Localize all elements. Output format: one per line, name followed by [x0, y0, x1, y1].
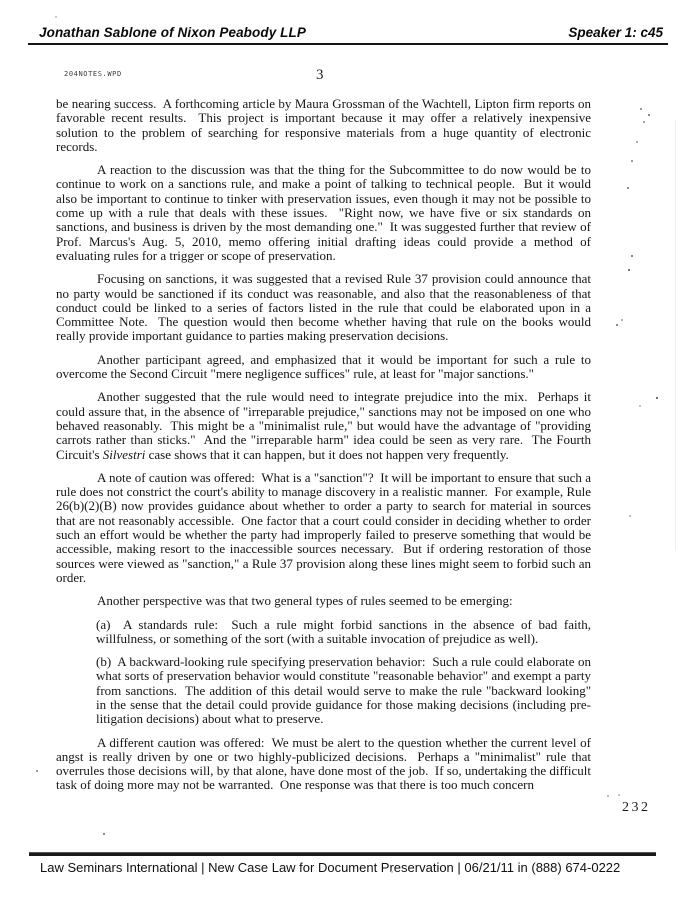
header-speaker: Speaker 1: c45 [568, 25, 663, 40]
page-number-bottom: 232 [622, 800, 651, 815]
paragraph-5-segment: Another suggested that the rule would need to integrate prejudice into the mix. Perhaps it could assure that, in the absence of "irreparable prejudice," sanctions may not be imposed on one who behaved reasonably. This might be a "minimalist rule," but would have the advantage of "providing carrots rather than sticks." And the "irreparable harm" idea could be seen as very rare. The Fourth Circuit's [56, 389, 595, 462]
footer-rule [29, 852, 656, 856]
paragraph-1: be nearing success. A forthcoming article by Maura Grossman of the Wachtell, Lipton firm reports on favorable recent results. This project is important because it may offer a relatively inexpensive solution to the problem of searching for responsive materials from a huge quantity of electronic records. [56, 96, 595, 154]
paragraph-4: Another participant agreed, and emphasized that it would be important for such a rule to overcome the Second Circuit "mere negligence suffices" rule, at least for "major sanctions." [56, 351, 595, 382]
file-label: 204NOTES.WPD [64, 70, 122, 78]
paragraph-2: A reaction to the discussion was that the thing for the Subcommittee to do now would be to continue to work on a sanctions rule, and make a point of talking to technical people. But it would also be important to continue to tinker with preservation issues, even though it may not be possible to come up with a rule that deals with these issues. "Right now, we have five or six standards on sanctions, and business is driven by the most demanding one." It was suggested further that review of Prof. Marcus's Aug. 5, 2010, memo offering initial drafting ideas could provide a method of evaluating rules for a trigger or scope of preservation. [56, 162, 595, 263]
document-body [56, 96, 595, 802]
case-name-italic: Silvestri [102, 446, 146, 462]
paragraph-7: Another perspective was that two general types of rules seemed to be emerging: [97, 593, 513, 609]
list-item-a: (a) A standards rule: Such a rule might forbid sanctions in the absence of bad faith, willfulness, or something of the sort (with a suitable invocation of prejudice as well). [96, 616, 595, 646]
footer-text: Law Seminars International | New Case Law for Document Preservation | 06/21/11 in (888) 674-0222 [40, 860, 621, 875]
scan-noise-speckles [0, 0, 2, 2]
paragraph-6: A note of caution was offered: What is a "sanction"? It will be important to ensure that such a rule does not constrict the court's ability to manage discovery in a realistic manner. For example, Rule 26(b)(2)(B) now provides guidance about whether to order a party to search for material in sources that are not reasonably accessible. One factor that a court could consider in deciding whether to order such an effort would be whether the party had improperly failed to preserve something that would be accessible, making resort to the inaccessible sources necessary. But if ordering restoration of those sources were viewed as "sanction," a Rule 37 provision along these lines might seem to forbid such an order. [56, 469, 595, 585]
header-author: Jonathan Sablone of Nixon Peabody LLP [39, 25, 306, 40]
list-item-b: (b) A backward-looking rule specifying preservation behavior: Such a rule could elaborate on what sorts of preservation behavior would constitute "reasonable behavior" and exempt a party from sanctions. The addition of this detail would serve to make the rule "backward looking" in the sense that the detail could provide guidance for those making decisions (including pre-litigation decisions) about what to preserve. [96, 654, 595, 727]
paragraph-10: A different caution was offered: We must be alert to the question whether the current level of angst is really driven by one or two highly-publicized decisions. Perhaps a "minimalist" rule that overrules those decisions will, by that alone, have done most of the job. If so, undertaking the difficult task of doing more may not be warranted. One response was that there is too much concern [56, 734, 595, 793]
scan-edge-streak [675, 120, 676, 550]
paragraph-5-segment: case shows that it can happen, but it does not happen very frequently. [145, 446, 509, 462]
paragraph-5 [56, 389, 595, 462]
paragraph-3: Focusing on sanctions, it was suggested that a revised Rule 37 provision could announce that no party would be sanctioned if its conduct was reasonable, and also that the reasonableness of that conduct could be linked to a series of factors listed in the rule that could be elaborated upon in a Committee Note. The question would then become whether having that rule on the books would really provide important guidance to parties making preservation decisions. [56, 271, 595, 344]
header-rule [28, 43, 668, 45]
page-number-top: 3 [316, 67, 324, 83]
